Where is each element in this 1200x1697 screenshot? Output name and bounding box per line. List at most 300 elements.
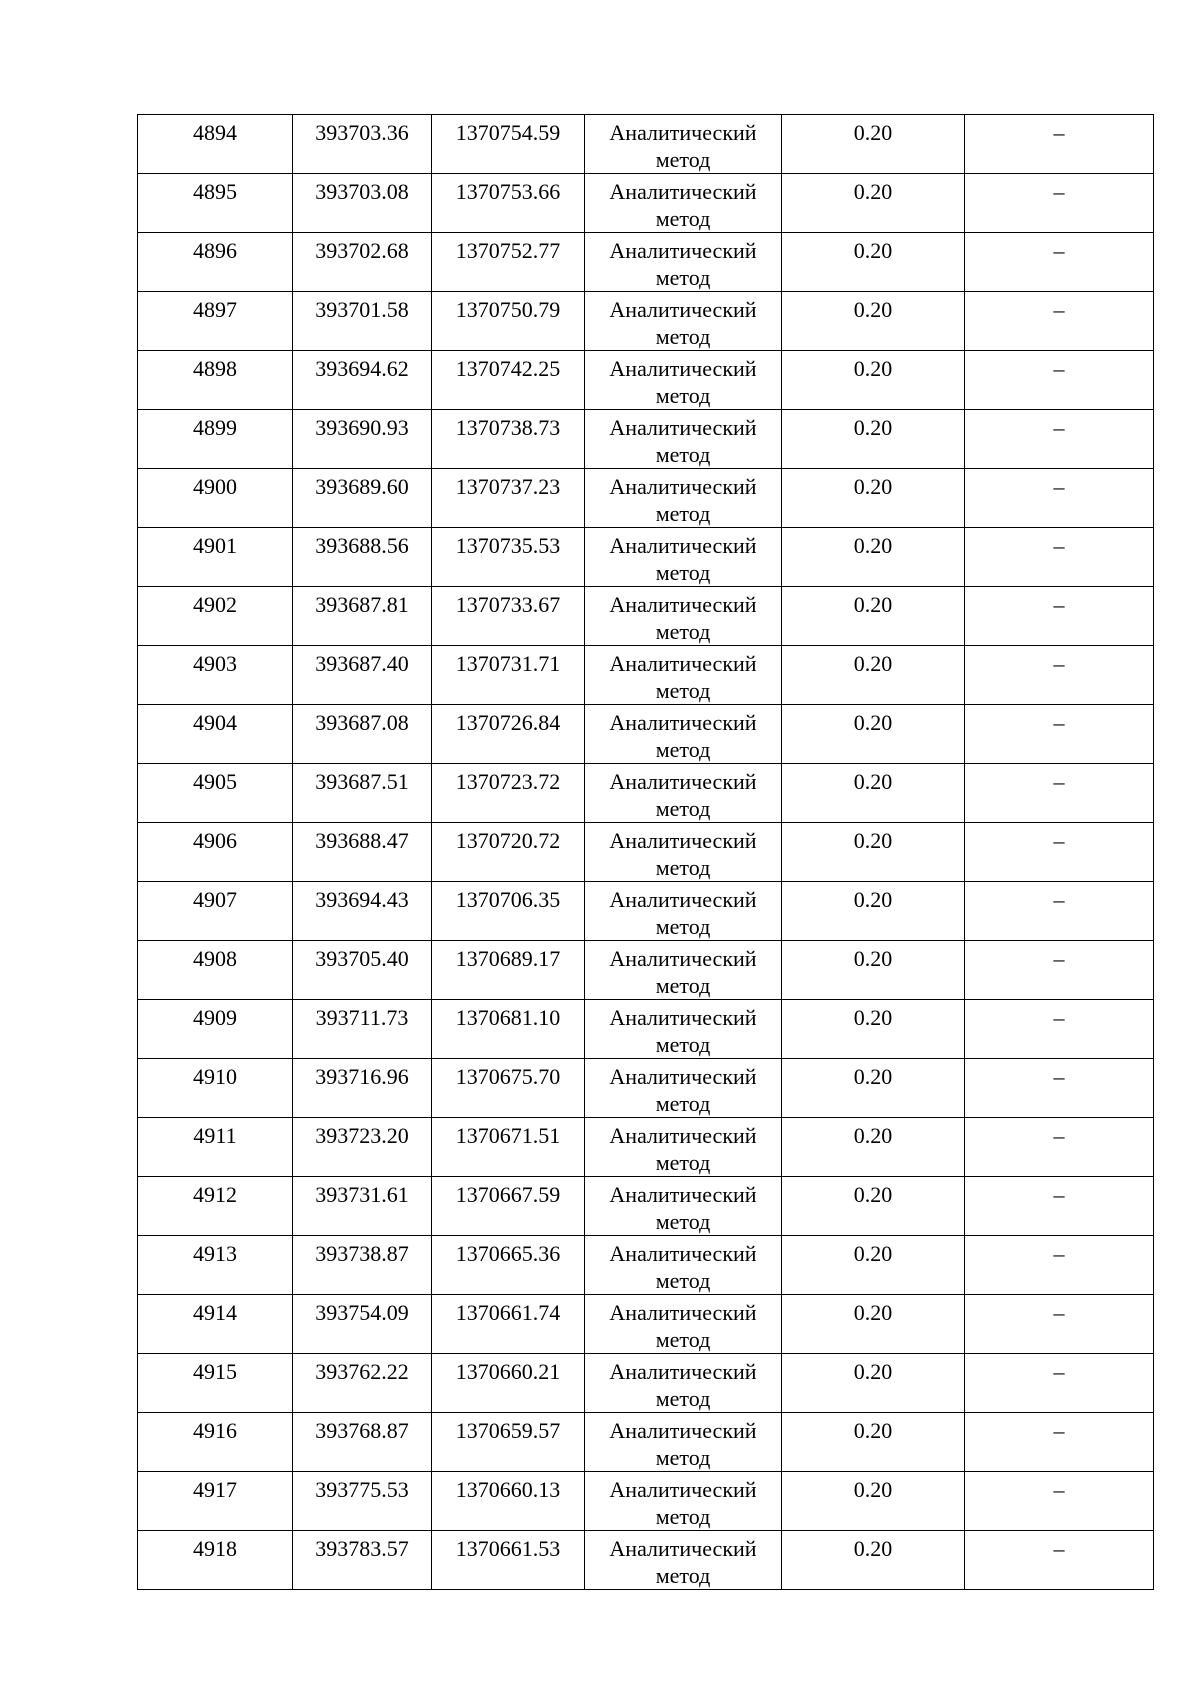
method-cell <box>585 1059 782 1118</box>
note-cell <box>965 587 1154 646</box>
table-row <box>138 587 1154 646</box>
accuracy-text: 0.20 <box>853 1418 893 1443</box>
accuracy-text: 0.20 <box>853 710 893 735</box>
x-coordinate-cell <box>293 1295 432 1354</box>
point-number-text: 4902 <box>193 592 237 617</box>
x-coordinate-cell <box>293 1177 432 1236</box>
note-text: – <box>1053 1300 1065 1325</box>
x-coordinate-cell <box>293 292 432 351</box>
accuracy-cell <box>782 292 965 351</box>
point-number-cell <box>138 292 293 351</box>
y-coordinate-text: 1370737.23 <box>455 474 561 499</box>
point-number-cell <box>138 1472 293 1531</box>
accuracy-cell <box>782 1000 965 1059</box>
method-line-1: Аналитический <box>609 356 757 381</box>
accuracy-text: 0.20 <box>853 1064 893 1089</box>
y-coordinate-text: 1370752.77 <box>455 238 561 263</box>
point-number-cell <box>138 528 293 587</box>
accuracy-text: 0.20 <box>853 1359 893 1384</box>
method-cell <box>585 1118 782 1177</box>
method-line-2: метод <box>655 914 711 939</box>
method-cell <box>585 233 782 292</box>
method-text <box>585 528 781 586</box>
method-line-2: метод <box>655 1032 711 1057</box>
method-line-2: метод <box>655 1091 711 1116</box>
point-number-cell <box>138 705 293 764</box>
method-cell <box>585 1472 782 1531</box>
note-text: – <box>1053 592 1065 617</box>
y-coordinate-text: 1370731.71 <box>455 651 561 676</box>
x-coordinate-cell <box>293 587 432 646</box>
method-line-2: метод <box>655 796 711 821</box>
method-cell <box>585 705 782 764</box>
method-line-2: метод <box>655 265 711 290</box>
method-line-1: Аналитический <box>609 179 757 204</box>
note-text: – <box>1053 769 1065 794</box>
point-number-cell <box>138 233 293 292</box>
note-cell <box>965 410 1154 469</box>
method-line-1: Аналитический <box>609 592 757 617</box>
y-coordinate-text: 1370706.35 <box>455 887 561 912</box>
y-coordinate-cell <box>432 528 585 587</box>
y-coordinate-text: 1370689.17 <box>455 946 561 971</box>
x-coordinate-text: 393694.43 <box>315 887 409 912</box>
table-row <box>138 1472 1154 1531</box>
x-coordinate-text: 393762.22 <box>315 1359 409 1384</box>
point-number-text: 4905 <box>193 769 237 794</box>
note-cell <box>965 941 1154 1000</box>
point-number-text: 4904 <box>193 710 237 735</box>
method-line-2: метод <box>655 324 711 349</box>
note-cell <box>965 469 1154 528</box>
method-cell <box>585 1177 782 1236</box>
x-coordinate-cell <box>293 1354 432 1413</box>
y-coordinate-text: 1370667.59 <box>455 1182 561 1207</box>
method-text <box>585 410 781 468</box>
x-coordinate-text: 393703.36 <box>315 120 409 145</box>
note-text: – <box>1053 179 1065 204</box>
table-row <box>138 1118 1154 1177</box>
point-number-cell <box>138 764 293 823</box>
table-row <box>138 764 1154 823</box>
method-cell <box>585 882 782 941</box>
method-line-1: Аналитический <box>609 1477 757 1502</box>
method-line-1: Аналитический <box>609 238 757 263</box>
y-coordinate-text: 1370681.10 <box>455 1005 561 1030</box>
y-coordinate-text: 1370671.51 <box>455 1123 561 1148</box>
table-row <box>138 705 1154 764</box>
method-line-1: Аналитический <box>609 1536 757 1561</box>
point-number-cell <box>138 174 293 233</box>
x-coordinate-cell <box>293 528 432 587</box>
method-line-1: Аналитический <box>609 946 757 971</box>
method-line-1: Аналитический <box>609 1064 757 1089</box>
method-cell <box>585 292 782 351</box>
note-text: – <box>1053 1477 1065 1502</box>
note-text: – <box>1053 1359 1065 1384</box>
note-text: – <box>1053 887 1065 912</box>
method-cell <box>585 174 782 233</box>
point-number-text: 4897 <box>193 297 237 322</box>
y-coordinate-cell <box>432 1472 585 1531</box>
note-cell <box>965 764 1154 823</box>
method-line-2: метод <box>655 1386 711 1411</box>
point-number-cell <box>138 1531 293 1590</box>
x-coordinate-text: 393705.40 <box>315 946 409 971</box>
method-line-1: Аналитический <box>609 828 757 853</box>
y-coordinate-text: 1370661.53 <box>455 1536 561 1561</box>
note-cell <box>965 705 1154 764</box>
accuracy-cell <box>782 705 965 764</box>
accuracy-cell <box>782 941 965 1000</box>
note-text: – <box>1053 533 1065 558</box>
point-number-cell <box>138 115 293 174</box>
table-row <box>138 1531 1154 1590</box>
note-cell <box>965 1531 1154 1590</box>
y-coordinate-cell <box>432 823 585 882</box>
point-number-cell <box>138 1236 293 1295</box>
method-line-1: Аналитический <box>609 533 757 558</box>
y-coordinate-cell <box>432 1177 585 1236</box>
method-text <box>585 233 781 291</box>
method-line-1: Аналитический <box>609 297 757 322</box>
y-coordinate-text: 1370753.66 <box>455 179 561 204</box>
y-coordinate-text: 1370754.59 <box>455 120 561 145</box>
accuracy-cell <box>782 882 965 941</box>
note-text: – <box>1053 238 1065 263</box>
method-text <box>585 764 781 822</box>
point-number-text: 4907 <box>193 887 237 912</box>
note-text: – <box>1053 1123 1065 1148</box>
note-text: – <box>1053 1182 1065 1207</box>
accuracy-text: 0.20 <box>853 1300 893 1325</box>
y-coordinate-text: 1370665.36 <box>455 1241 561 1266</box>
x-coordinate-cell <box>293 764 432 823</box>
accuracy-text: 0.20 <box>853 946 893 971</box>
x-coordinate-cell <box>293 1413 432 1472</box>
accuracy-cell <box>782 823 965 882</box>
accuracy-cell <box>782 1354 965 1413</box>
method-text <box>585 1177 781 1235</box>
method-text <box>585 882 781 940</box>
point-number-text: 4908 <box>193 946 237 971</box>
note-cell <box>965 1118 1154 1177</box>
x-coordinate-cell <box>293 705 432 764</box>
method-cell <box>585 1000 782 1059</box>
accuracy-cell <box>782 1059 965 1118</box>
accuracy-cell <box>782 174 965 233</box>
point-number-cell <box>138 469 293 528</box>
table-row <box>138 469 1154 528</box>
table-row <box>138 410 1154 469</box>
point-number-text: 4906 <box>193 828 237 853</box>
note-cell <box>965 823 1154 882</box>
method-line-2: метод <box>655 855 711 880</box>
x-coordinate-text: 393703.08 <box>315 179 409 204</box>
accuracy-cell <box>782 646 965 705</box>
method-line-1: Аналитический <box>609 120 757 145</box>
x-coordinate-cell <box>293 115 432 174</box>
y-coordinate-text: 1370720.72 <box>455 828 561 853</box>
point-number-text: 4916 <box>193 1418 237 1443</box>
method-cell <box>585 528 782 587</box>
x-coordinate-cell <box>293 1118 432 1177</box>
table-row <box>138 941 1154 1000</box>
y-coordinate-text: 1370660.13 <box>455 1477 561 1502</box>
point-number-cell <box>138 1295 293 1354</box>
y-coordinate-cell <box>432 174 585 233</box>
point-number-text: 4894 <box>193 120 237 145</box>
note-cell <box>965 1177 1154 1236</box>
point-number-text: 4901 <box>193 533 237 558</box>
note-text: – <box>1053 297 1065 322</box>
table-row <box>138 528 1154 587</box>
method-cell <box>585 823 782 882</box>
accuracy-text: 0.20 <box>853 1123 893 1148</box>
accuracy-cell <box>782 1118 965 1177</box>
note-text: – <box>1053 474 1065 499</box>
table-row <box>138 882 1154 941</box>
method-text <box>585 646 781 704</box>
x-coordinate-text: 393775.53 <box>315 1477 409 1502</box>
y-coordinate-text: 1370660.21 <box>455 1359 561 1384</box>
y-coordinate-text: 1370735.53 <box>455 533 561 558</box>
note-cell <box>965 882 1154 941</box>
accuracy-text: 0.20 <box>853 1241 893 1266</box>
method-line-1: Аналитический <box>609 1418 757 1443</box>
method-cell <box>585 941 782 1000</box>
x-coordinate-cell <box>293 233 432 292</box>
note-text: – <box>1053 946 1065 971</box>
x-coordinate-text: 393768.87 <box>315 1418 409 1443</box>
method-line-2: метод <box>655 737 711 762</box>
method-cell <box>585 1354 782 1413</box>
accuracy-text: 0.20 <box>853 356 893 381</box>
table-row <box>138 1413 1154 1472</box>
accuracy-text: 0.20 <box>853 474 893 499</box>
method-line-2: метод <box>655 501 711 526</box>
point-number-text: 4917 <box>193 1477 237 1502</box>
method-line-2: метод <box>655 619 711 644</box>
y-coordinate-cell <box>432 646 585 705</box>
x-coordinate-text: 393701.58 <box>315 297 409 322</box>
method-cell <box>585 764 782 823</box>
method-line-2: метод <box>655 1150 711 1175</box>
method-line-1: Аналитический <box>609 887 757 912</box>
x-coordinate-cell <box>293 1531 432 1590</box>
method-line-1: Аналитический <box>609 1300 757 1325</box>
method-line-1: Аналитический <box>609 1359 757 1384</box>
method-line-2: метод <box>655 442 711 467</box>
point-number-text: 4896 <box>193 238 237 263</box>
x-coordinate-text: 393731.61 <box>315 1182 409 1207</box>
point-number-cell <box>138 646 293 705</box>
accuracy-cell <box>782 115 965 174</box>
note-text: – <box>1053 651 1065 676</box>
y-coordinate-text: 1370733.67 <box>455 592 561 617</box>
x-coordinate-text: 393711.73 <box>315 1005 409 1030</box>
y-coordinate-cell <box>432 292 585 351</box>
note-text: – <box>1053 710 1065 735</box>
x-coordinate-text: 393738.87 <box>315 1241 409 1266</box>
point-number-text: 4910 <box>193 1064 237 1089</box>
x-coordinate-cell <box>293 823 432 882</box>
method-line-1: Аналитический <box>609 1005 757 1030</box>
note-cell <box>965 1354 1154 1413</box>
method-line-2: метод <box>655 560 711 585</box>
x-coordinate-cell <box>293 410 432 469</box>
x-coordinate-text: 393702.68 <box>315 238 409 263</box>
method-line-2: метод <box>655 206 711 231</box>
accuracy-cell <box>782 233 965 292</box>
accuracy-text: 0.20 <box>853 1182 893 1207</box>
note-text: – <box>1053 356 1065 381</box>
table-row <box>138 823 1154 882</box>
method-text <box>585 587 781 645</box>
method-text <box>585 1354 781 1412</box>
method-cell <box>585 1236 782 1295</box>
y-coordinate-text: 1370723.72 <box>455 769 561 794</box>
y-coordinate-cell <box>432 764 585 823</box>
x-coordinate-text: 393687.51 <box>315 769 409 794</box>
method-line-1: Аналитический <box>609 1241 757 1266</box>
method-cell <box>585 115 782 174</box>
table-row <box>138 351 1154 410</box>
x-coordinate-text: 393694.62 <box>315 356 409 381</box>
accuracy-cell <box>782 764 965 823</box>
note-cell <box>965 1236 1154 1295</box>
y-coordinate-text: 1370659.57 <box>455 1418 561 1443</box>
note-cell <box>965 646 1154 705</box>
note-cell <box>965 1413 1154 1472</box>
y-coordinate-cell <box>432 351 585 410</box>
point-number-text: 4895 <box>193 179 237 204</box>
x-coordinate-cell <box>293 1236 432 1295</box>
y-coordinate-cell <box>432 587 585 646</box>
accuracy-cell <box>782 1177 965 1236</box>
method-text <box>585 941 781 999</box>
method-text <box>585 1472 781 1530</box>
accuracy-cell <box>782 469 965 528</box>
y-coordinate-cell <box>432 1236 585 1295</box>
table-row <box>138 233 1154 292</box>
x-coordinate-cell <box>293 351 432 410</box>
table-row <box>138 174 1154 233</box>
x-coordinate-text: 393687.81 <box>315 592 409 617</box>
point-number-cell <box>138 1354 293 1413</box>
point-number-text: 4915 <box>193 1359 237 1384</box>
point-number-text: 4911 <box>193 1123 237 1148</box>
accuracy-text: 0.20 <box>853 297 893 322</box>
x-coordinate-text: 393689.60 <box>315 474 409 499</box>
method-line-2: метод <box>655 1327 711 1352</box>
method-text <box>585 1059 781 1117</box>
accuracy-text: 0.20 <box>853 769 893 794</box>
accuracy-text: 0.20 <box>853 651 893 676</box>
point-number-cell <box>138 410 293 469</box>
table-row <box>138 1059 1154 1118</box>
point-number-text: 4903 <box>193 651 237 676</box>
y-coordinate-text: 1370738.73 <box>455 415 561 440</box>
y-coordinate-text: 1370726.84 <box>455 710 561 735</box>
point-number-cell <box>138 882 293 941</box>
point-number-text: 4912 <box>193 1182 237 1207</box>
method-line-1: Аналитический <box>609 1182 757 1207</box>
method-cell <box>585 410 782 469</box>
method-text <box>585 705 781 763</box>
method-text <box>585 1118 781 1176</box>
note-text: – <box>1053 828 1065 853</box>
x-coordinate-text: 393687.08 <box>315 710 409 735</box>
x-coordinate-cell <box>293 1472 432 1531</box>
method-line-2: метод <box>655 678 711 703</box>
point-number-text: 4900 <box>193 474 237 499</box>
note-text: – <box>1053 415 1065 440</box>
x-coordinate-cell <box>293 1000 432 1059</box>
method-cell <box>585 646 782 705</box>
point-number-cell <box>138 351 293 410</box>
x-coordinate-text: 393783.57 <box>315 1536 409 1561</box>
note-cell <box>965 1000 1154 1059</box>
method-line-2: метод <box>655 1445 711 1470</box>
method-line-1: Аналитический <box>609 710 757 735</box>
point-number-cell <box>138 823 293 882</box>
y-coordinate-text: 1370661.74 <box>455 1300 561 1325</box>
y-coordinate-cell <box>432 1295 585 1354</box>
y-coordinate-cell <box>432 1000 585 1059</box>
method-cell <box>585 469 782 528</box>
accuracy-cell <box>782 1295 965 1354</box>
x-coordinate-text: 393690.93 <box>315 415 409 440</box>
method-line-2: метод <box>655 1209 711 1234</box>
method-cell <box>585 351 782 410</box>
y-coordinate-cell <box>432 115 585 174</box>
point-number-text: 4918 <box>193 1536 237 1561</box>
note-text: – <box>1053 1005 1065 1030</box>
y-coordinate-cell <box>432 410 585 469</box>
coordinates-table <box>137 114 1154 1590</box>
accuracy-cell <box>782 1472 965 1531</box>
note-cell <box>965 528 1154 587</box>
method-line-2: метод <box>655 383 711 408</box>
accuracy-cell <box>782 587 965 646</box>
note-text: – <box>1053 1241 1065 1266</box>
accuracy-text: 0.20 <box>853 592 893 617</box>
y-coordinate-cell <box>432 941 585 1000</box>
note-cell <box>965 115 1154 174</box>
x-coordinate-cell <box>293 1059 432 1118</box>
note-cell <box>965 174 1154 233</box>
x-coordinate-text: 393754.09 <box>315 1300 409 1325</box>
accuracy-cell <box>782 410 965 469</box>
method-text <box>585 469 781 527</box>
note-text: – <box>1053 120 1065 145</box>
point-number-cell <box>138 587 293 646</box>
note-cell <box>965 1472 1154 1531</box>
table-row <box>138 115 1154 174</box>
y-coordinate-cell <box>432 1118 585 1177</box>
method-line-1: Аналитический <box>609 1123 757 1148</box>
y-coordinate-cell <box>432 1059 585 1118</box>
point-number-cell <box>138 1177 293 1236</box>
point-number-text: 4898 <box>193 356 237 381</box>
method-line-1: Аналитический <box>609 651 757 676</box>
method-text <box>585 1413 781 1471</box>
x-coordinate-cell <box>293 646 432 705</box>
accuracy-text: 0.20 <box>853 120 893 145</box>
accuracy-cell <box>782 1236 965 1295</box>
y-coordinate-cell <box>432 1354 585 1413</box>
